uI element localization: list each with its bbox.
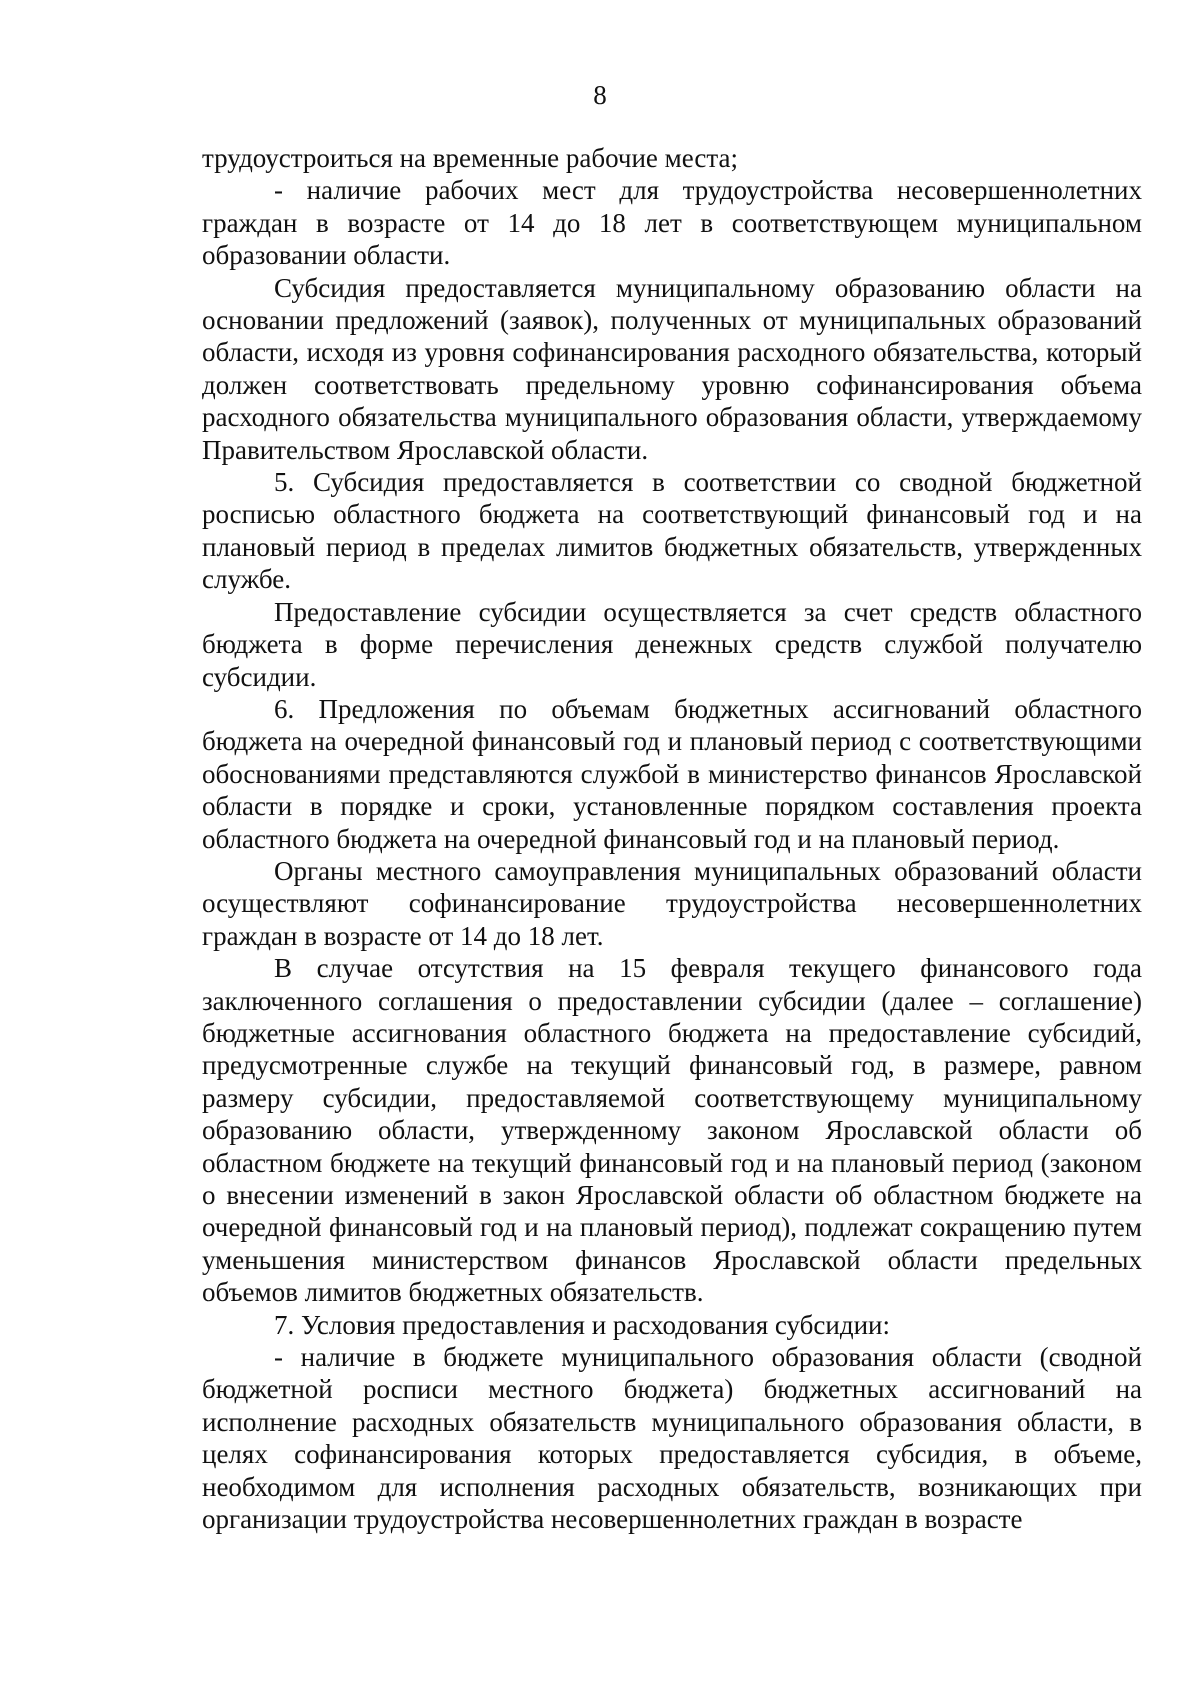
page-number: 8 [593,80,607,110]
paragraph-condition-jobs: - наличие рабочих мест для трудоустройства несовершеннолетних граждан в возрасте от 14 до 18 лет в соответствующем муниципальном образовании области. [202,175,1142,271]
paragraph-item-6: 6. Предложения по объемам бюджетных ассигнований областного бюджета на очередной финансовый год и плановый период с соответствующими обоснованиями представляются службой в министерство финансов Ярославской области в порядке и сроки, установленные порядком составления проекта областного бюджета на очередной финансовый год и на плановый период. [202,693,1142,854]
paragraph-subsidy-funding: Предоставление субсидии осуществляется за счет средств областного бюджета в форме перечисления денежных средств службой получателю субсидии. [202,596,1142,692]
paragraph-budget-condition: - наличие в бюджете муниципального образования области (сводной бюджетной росписи местного бюджета) бюджетных ассигнований на исполнение расходных обязательств муниципального образования области, в целях софинансирования которых предоставляется субсидия, в объеме, необходимом для исполнения расходных обязательств, возникающих при организации трудоустройства несовершеннолетних граждан в возрасте [202,1342,1142,1535]
paragraph-item-5: 5. Субсидия предоставляется в соответствии со сводной бюджетной росписью областного бюджета на соответствующий финансовый год и на плановый период в пределах лимитов бюджетных обязательств, утвержденных службе. [202,467,1142,595]
paragraph-continuation: трудоустроиться на временные рабочие места; [202,143,738,173]
paragraph-item-7: 7. Условия предоставления и расходования субсидии: [274,1309,890,1340]
document-body [202,142,1142,1535]
paragraph-cofinancing: Органы местного самоуправления муниципальных образований области осуществляют софинансирование трудоустройства несовершеннолетних граждан в возрасте от 14 до 18 лет. [202,855,1142,951]
paragraph-agreement-absence: В случае отсутствия на 15 февраля текущего финансового года заключенного соглашения о предоставлении субсидии (далее – соглашение) бюджетные ассигнования областного бюджета на предоставление субсидий, предусмотренные службе на текущий финансовый год, в размере, равном размеру субсидии, предоставляемой соответствующему муниципальному образованию области, утвержденному законом Ярославской области об областном бюджете на текущий финансовый год и на плановый период (законом о внесении изменений в закон Ярославской области об областном бюджете на очередной финансовый год и на плановый период), подлежат сокращению путем уменьшения министерством финансов Ярославской области предельных объемов лимитов бюджетных обязательств. [202,953,1142,1308]
paragraph-subsidy-basis: Субсидия предоставляется муниципальному образованию области на основании предложений (заявок), полученных от муниципальных образований области, исходя из уровня софинансирования расходного обязательства, который должен соответствовать предельному уровню софинансирования объема расходного обязательства муниципального образования области, утверждаемому Правительством Ярославской области. [202,272,1142,465]
